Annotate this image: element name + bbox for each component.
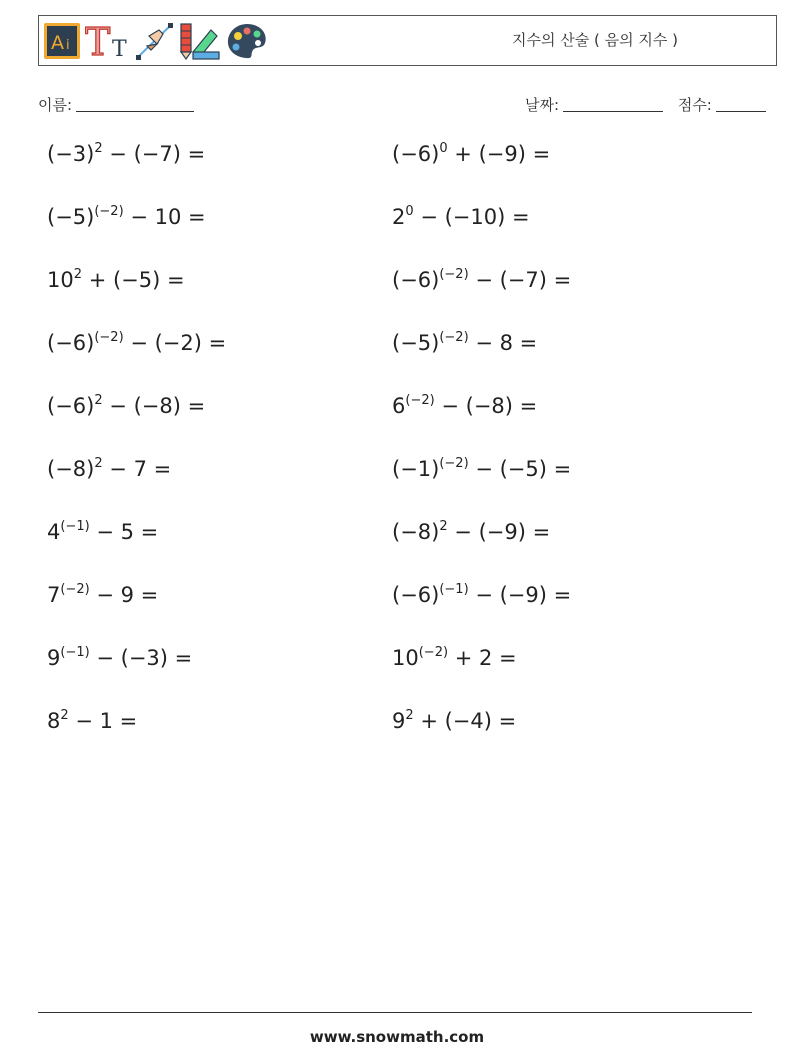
exponent: 2	[73, 267, 83, 282]
worksheet-title: 지수의 산술 ( 음의 지수 )	[512, 31, 678, 49]
problem-left	[47, 142, 205, 166]
expression-text: (−6)	[392, 142, 440, 166]
expression-text: 2	[392, 205, 406, 229]
exponent: (−2)	[439, 267, 469, 282]
exponent: (−1)	[60, 519, 90, 534]
problem-left	[47, 583, 158, 607]
name-field	[38, 94, 194, 115]
problem-right	[392, 646, 517, 670]
expression-text: 6	[392, 394, 406, 418]
problem-row	[47, 394, 747, 457]
expression-text: (−5)	[47, 205, 95, 229]
svg-text:A: A	[51, 32, 64, 54]
problem-row	[47, 646, 747, 709]
score-label: 점수:	[677, 96, 712, 114]
expression-text: (−8)	[392, 520, 440, 544]
problem-right	[392, 268, 571, 292]
expression-text: − (−7) =	[102, 142, 206, 166]
exponent: (−2)	[405, 393, 435, 408]
expression-text: − 5 =	[89, 520, 159, 544]
expression-text: + 2 =	[448, 646, 517, 670]
exponent: (−1)	[439, 582, 469, 597]
problem-right	[392, 205, 530, 229]
expression-text: (−6)	[47, 394, 95, 418]
name-label: 이름:	[38, 96, 73, 114]
problem-right	[392, 331, 537, 355]
expression-text: (−8)	[47, 457, 95, 481]
problem-right	[392, 142, 550, 166]
expression-text: − 9 =	[89, 583, 159, 607]
header-icons	[43, 20, 269, 62]
name-blank[interactable]	[76, 111, 194, 112]
expression-text: − 1 =	[68, 709, 138, 733]
expression-text: − (−9) =	[468, 583, 572, 607]
expression-text: 10	[392, 646, 419, 670]
expression-text: − (−8) =	[102, 394, 206, 418]
expression-text: (−6)	[392, 268, 440, 292]
expression-text: 4	[47, 520, 61, 544]
expression-text: 9	[392, 709, 406, 733]
vector-pen-icon	[135, 22, 175, 60]
problem-row	[47, 457, 747, 520]
date-blank[interactable]	[563, 111, 663, 112]
problem-left	[47, 646, 192, 670]
expression-text: (−1)	[392, 457, 440, 481]
problem-list	[47, 142, 747, 772]
exponent: 2	[94, 141, 103, 156]
problem-right	[392, 457, 571, 481]
problem-row	[47, 331, 747, 394]
svg-text:T: T	[112, 37, 127, 60]
exponent: 0	[439, 141, 448, 156]
problem-right	[392, 394, 537, 418]
expression-text: (−3)	[47, 142, 95, 166]
problem-right	[392, 709, 516, 733]
expression-text: − 10 =	[123, 205, 206, 229]
problem-right	[392, 583, 571, 607]
problem-row	[47, 268, 747, 331]
problem-left	[47, 268, 185, 292]
exponent: (−1)	[60, 645, 90, 660]
score-blank[interactable]	[716, 111, 766, 112]
expression-text: 7	[47, 583, 61, 607]
expression-text: − (−5) =	[468, 457, 572, 481]
exponent: 2	[94, 456, 103, 471]
problem-row	[47, 520, 747, 583]
svg-text:T: T	[85, 22, 111, 60]
problem-left	[47, 205, 206, 229]
ruler-pencil-icon	[179, 22, 221, 60]
problem-left	[47, 520, 158, 544]
exponent: 2	[405, 708, 414, 723]
exponent: (−2)	[418, 645, 449, 660]
expression-text: (−6)	[47, 331, 95, 355]
exponent: (−2)	[94, 330, 124, 345]
problem-left	[47, 457, 171, 481]
expression-text: 8	[47, 709, 61, 733]
expression-text: − (−8) =	[434, 394, 538, 418]
expression-text: + (−4) =	[413, 709, 517, 733]
expression-text: − 8 =	[468, 331, 538, 355]
svg-text:i: i	[66, 38, 70, 53]
worksheet-header	[38, 15, 777, 66]
exponent: 2	[60, 708, 69, 723]
expression-text: − (−3) =	[89, 646, 193, 670]
expression-text: 9	[47, 646, 61, 670]
text-size-icon	[85, 22, 131, 60]
footer-divider	[38, 1012, 752, 1013]
ai-text-icon	[43, 22, 81, 60]
problem-right	[392, 520, 550, 544]
expression-text: (−6)	[392, 583, 440, 607]
expression-text: − (−9) =	[447, 520, 551, 544]
exponent: 2	[94, 393, 103, 408]
expression-text: + (−9) =	[447, 142, 551, 166]
problem-row	[47, 583, 747, 646]
exponent: 2	[439, 519, 448, 534]
expression-text: − (−10) =	[413, 205, 530, 229]
exponent: 0	[405, 204, 414, 219]
exponent: (−2)	[94, 204, 124, 219]
problem-row	[47, 709, 747, 772]
expression-text: + (−5) =	[82, 268, 185, 292]
exponent: (−2)	[60, 582, 90, 597]
date-label: 날짜:	[525, 96, 560, 114]
problem-left	[47, 394, 205, 418]
problem-left	[47, 709, 137, 733]
expression-text: − 7 =	[102, 457, 172, 481]
expression-text: 10	[47, 268, 74, 292]
expression-text: (−5)	[392, 331, 440, 355]
paint-palette-icon	[225, 22, 269, 60]
date-score-fields	[525, 94, 766, 115]
problem-left	[47, 331, 226, 355]
problem-row	[47, 142, 747, 205]
problem-row	[47, 205, 747, 268]
footer-url: www.snowmath.com	[309, 1028, 485, 1046]
exponent: (−2)	[439, 330, 469, 345]
expression-text: − (−7) =	[468, 268, 572, 292]
exponent: (−2)	[439, 456, 469, 471]
expression-text: − (−2) =	[123, 331, 227, 355]
